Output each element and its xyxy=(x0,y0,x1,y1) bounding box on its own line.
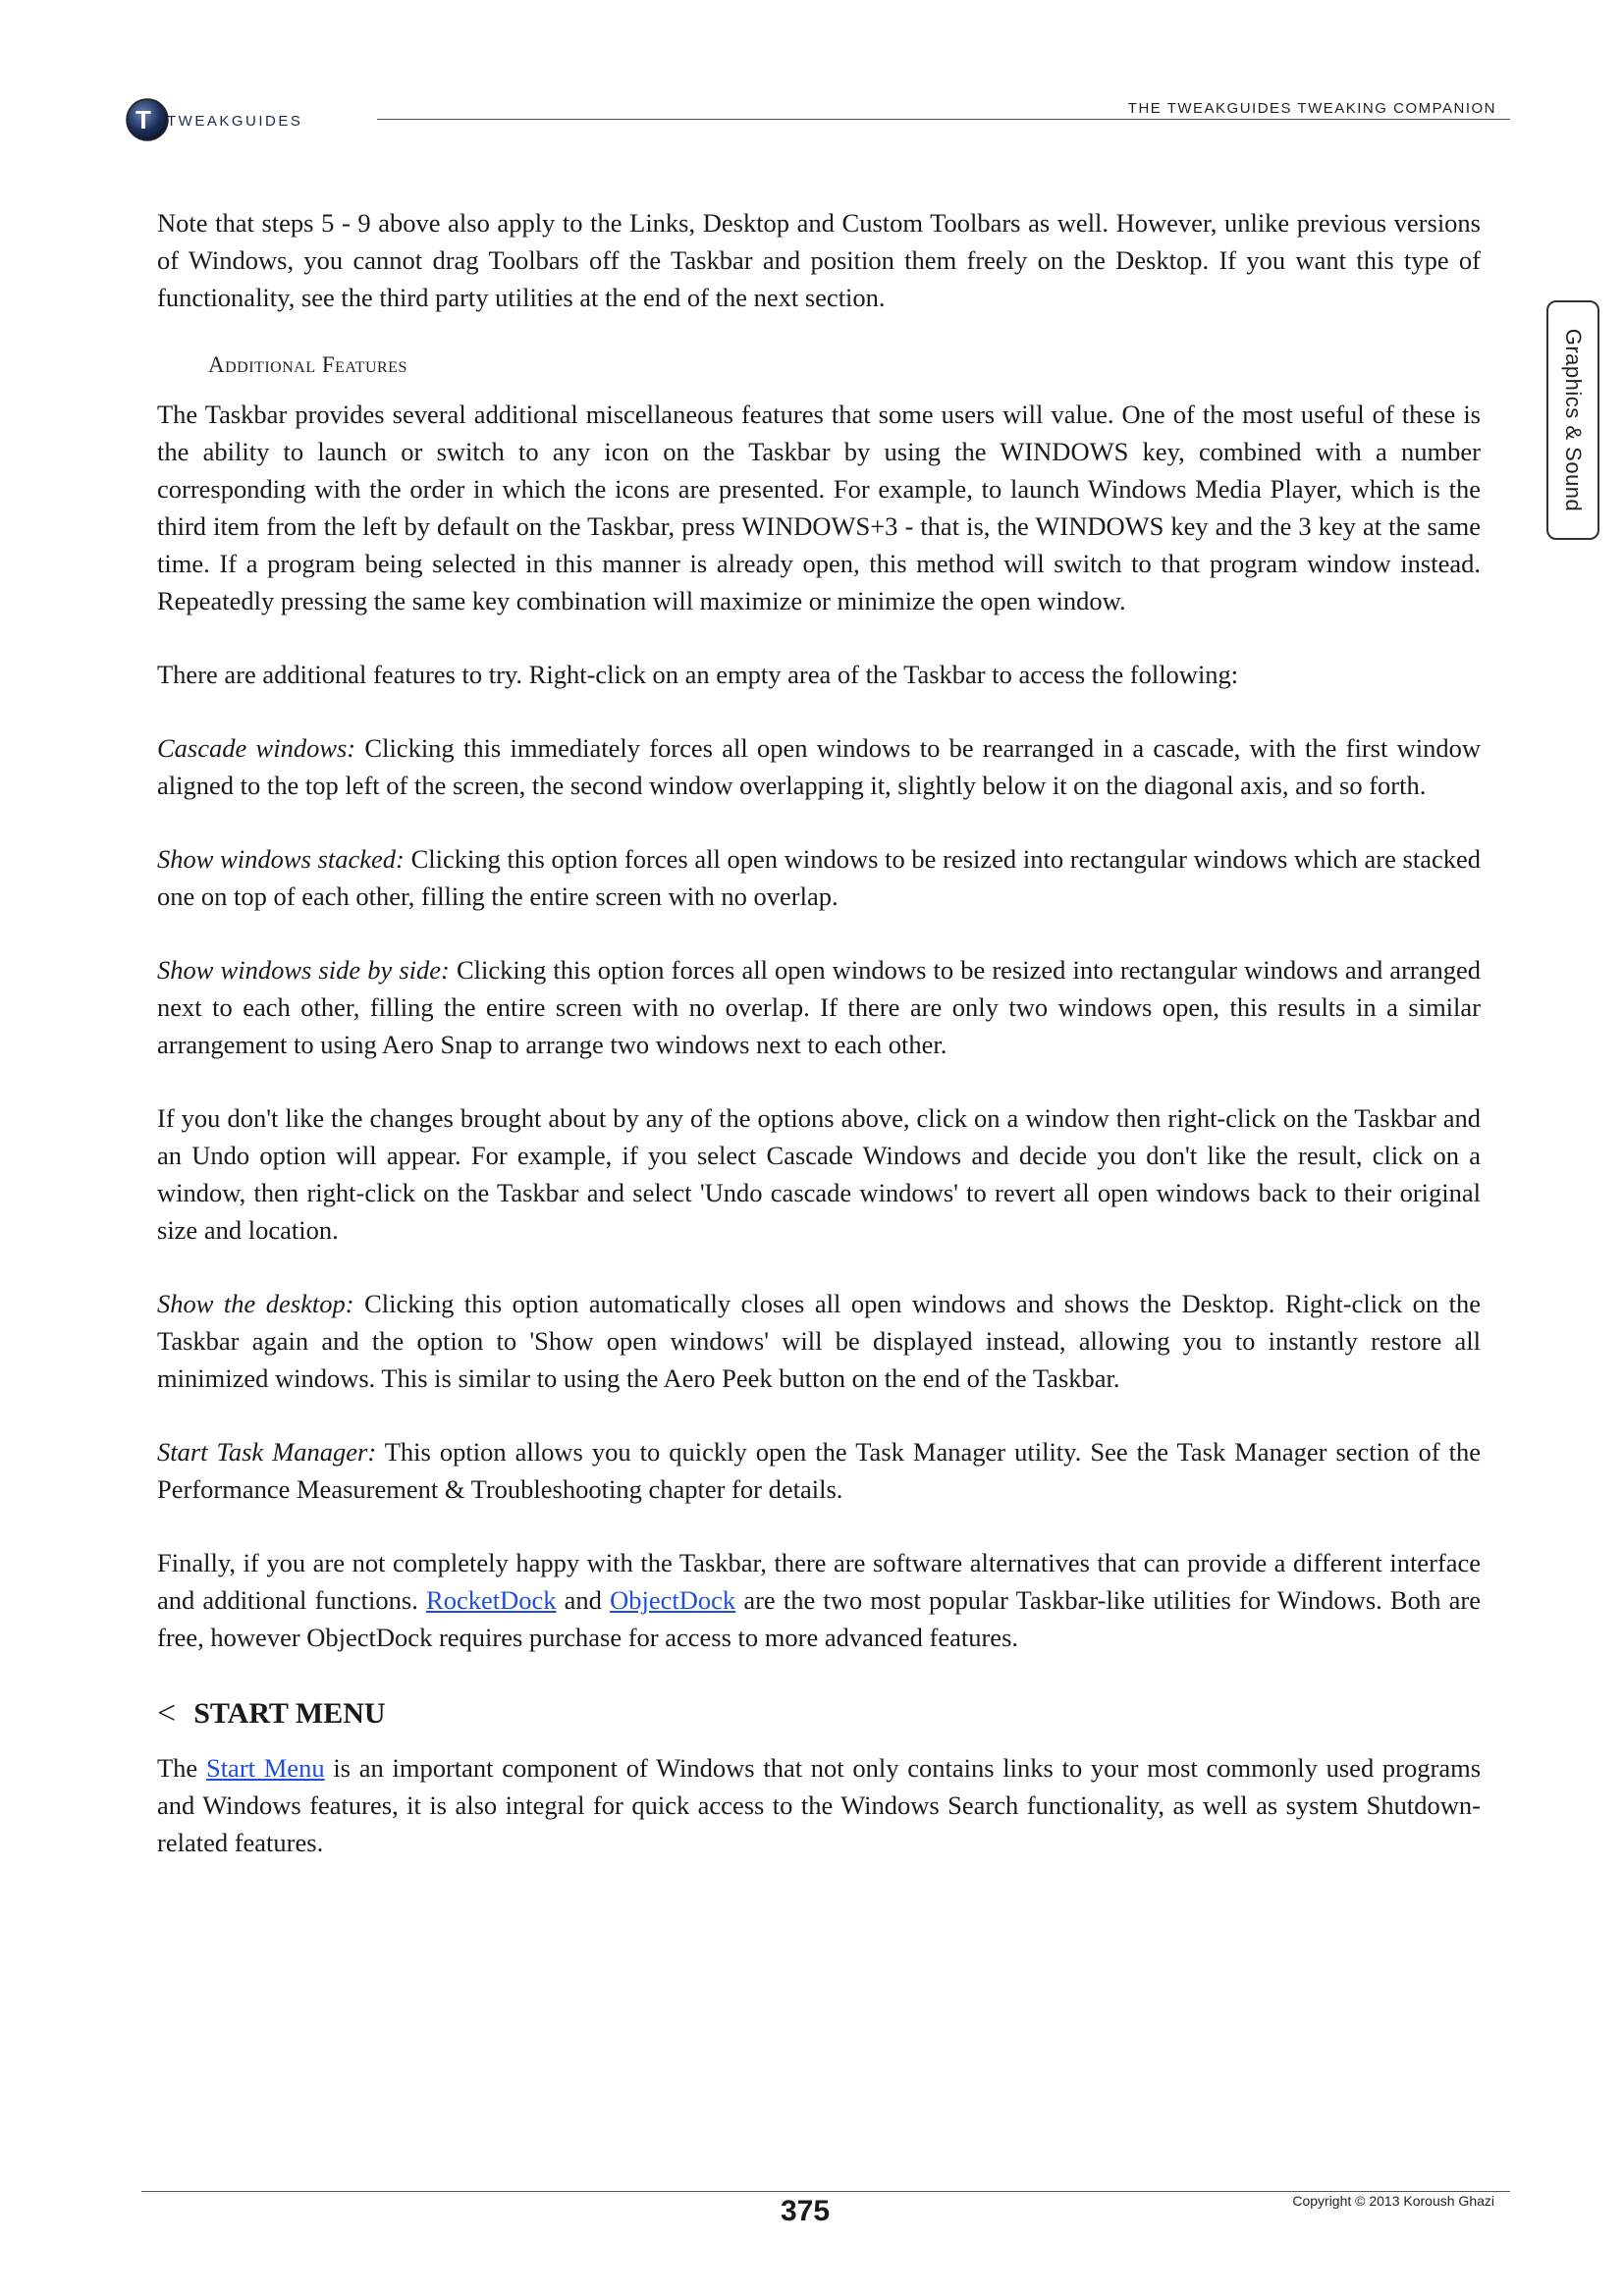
paragraph-show-windows-stacked xyxy=(157,840,1481,915)
term-show-desktop: Show the desktop: xyxy=(157,1289,354,1318)
paragraph-toolbars-note: Note that steps 5 - 9 above also apply to the Links, Desktop and Custom Toolbars as well. However, unlike previous versions of Windows, you cannot drag Toolbars off the Taskbar and position them freely on the Desktop. If you want this type of functionality, see the third party utilities at the end of the next section. xyxy=(157,208,1481,312)
link-objectdock[interactable]: ObjectDock xyxy=(610,1585,736,1615)
running-header: THE TWEAKGUIDES TWEAKING COMPANION xyxy=(1127,100,1496,117)
text-alternatives-intro: Finally, if you are not completely happy with the Taskbar, there are software alternatives that can provide a different interface and additional functions. xyxy=(157,1548,1481,1615)
page-content xyxy=(157,204,1481,1861)
text-show-windows-side-by-side: Clicking this option forces all open windows to be resized into rectangular windows and arranged next to each other, filling the entire screen with no overlap. If there are only two windows open, this results in a similar arrangement to using Aero Snap to arrange two windows next to each other. xyxy=(157,955,1481,1059)
link-start-menu[interactable]: Start Menu xyxy=(205,1753,325,1783)
svg-text:T: T xyxy=(135,105,151,134)
page-header xyxy=(126,90,1510,149)
text-start-description: is an important component of Windows that not only contains links to your most commonly used programs and Windows features, it is also integral for quick access to the Windows Search functionality, as well as system Shutdown-related features. xyxy=(157,1753,1482,1857)
chevron-left-icon: < xyxy=(157,1695,177,1732)
text-and: and xyxy=(556,1585,611,1615)
paragraph-undo-option: If you don't like the changes brought about by any of the options above, click on a window then right-click on the Taskbar and an Undo option will appear. For example, if you select Cascade Windows and decide you don't like the result, click on a window, then right-click on the Taskbar and select 'Undo cascade windows' to revert all open windows back to their original size and location. xyxy=(157,1103,1481,1245)
copyright-notice: Copyright © 2013 Koroush Ghazi xyxy=(1292,2193,1494,2209)
link-rocketdock[interactable]: RocketDock xyxy=(426,1585,557,1615)
term-cascade-windows: Cascade windows: xyxy=(157,733,356,763)
paragraph-taskbar-shortcuts: The Taskbar provides several additional miscellaneous features that some users will value. One of the most useful of these is the ability to launch or switch to any icon on the Taskbar by using the WINDOWS key, combined with a number corresponding with the order in which the icons are presented. For example, to launch Windows Media Player, which is the third item from the left by default on the Taskbar, press WINDOWS+3 - that is, the WINDOWS key and the 3 key at the same time. If a program being selected in this manner is already open, this method will switch to that program window instead. Repeatedly pressing the same key combination will maximize or minimize the open window. xyxy=(157,400,1481,615)
text-cascade-windows: Clicking this immediately forces all open windows to be rearranged in a cascade, with the first window aligned to the top left of the screen, the second window overlapping it, slightly below it on the diagonal axis, and so forth. xyxy=(157,733,1481,800)
paragraph-taskbar-alternatives xyxy=(157,1544,1481,1656)
svg-text:TWEAKGUIDES: TWEAKGUIDES xyxy=(167,113,303,130)
paragraph-start-task-manager xyxy=(157,1433,1481,1508)
paragraph-start-menu xyxy=(157,1749,1481,1861)
term-show-windows-side-by-side: Show windows side by side: xyxy=(157,955,450,985)
chapter-tab xyxy=(1546,300,1599,540)
term-start-task-manager: Start Task Manager: xyxy=(157,1437,377,1467)
footer-rule xyxy=(141,2191,1510,2192)
text-show-desktop: Clicking this option automatically closes all open windows and shows the Desktop. Right-click on the Taskbar again and the option to 'Show open windows' will be displayed instead, allowing you to instantly restore all minimized windows. This is similar to using the Aero Peek button on the end of the Taskbar. xyxy=(157,1289,1481,1393)
subheading-additional-features: Additional Features xyxy=(208,352,407,377)
text-alternatives-outro: are the two most popular Taskbar-like utilities for Windows. Both are free, however ObjectDock requires purchase for access to more advanced features. xyxy=(157,1585,1481,1652)
tweakguides-logo xyxy=(126,96,361,143)
section-heading-start-menu xyxy=(157,1692,1481,1735)
page-number: 375 xyxy=(780,2195,831,2227)
chapter-tab-label: Graphics & Sound xyxy=(1561,328,1586,512)
text-start-task-manager: This option allows you to quickly open the Task Manager utility. See the Task Manager section of the Performance Measurement & Troubleshooting chapter for details. xyxy=(157,1437,1481,1504)
text-start-intro: The xyxy=(157,1753,206,1783)
paragraph-cascade-windows xyxy=(157,729,1481,804)
paragraph-show-desktop xyxy=(157,1285,1481,1397)
term-show-windows-stacked: Show windows stacked: xyxy=(157,844,405,874)
header-rule xyxy=(377,119,1510,120)
section-heading-text: START MENU xyxy=(193,1697,386,1730)
paragraph-additional-features: There are additional features to try. Right-click on an empty area of the Taskbar to access the following: xyxy=(157,660,1239,689)
text-show-windows-stacked: Clicking this option forces all open windows to be resized into rectangular windows which are stacked one on top of each other, filling the entire screen with no overlap. xyxy=(157,844,1481,911)
paragraph-show-windows-side-by-side xyxy=(157,951,1481,1063)
